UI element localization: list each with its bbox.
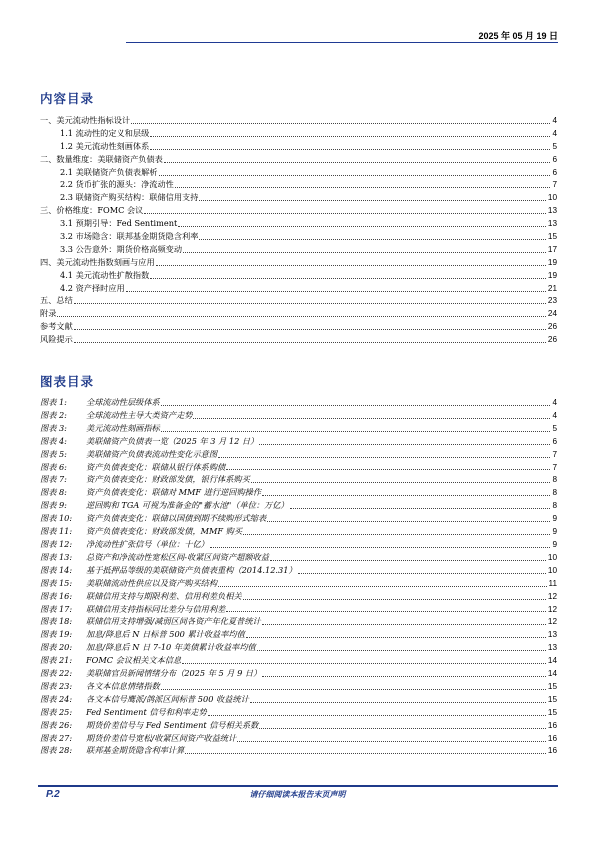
figure-entry-label: 美联储资产负债表一览（2025 年 3 月 12 日）	[86, 435, 259, 446]
dot-leader	[161, 405, 551, 406]
figure-entry[interactable]	[40, 732, 557, 745]
toc-entry[interactable]	[40, 178, 557, 191]
figure-entry[interactable]	[40, 615, 557, 628]
figure-entry-tag: 图表 19:	[40, 629, 73, 640]
toc-entry-label: 3.3 公告意外：期货价格高频变动	[60, 243, 183, 254]
dot-leader	[226, 469, 550, 470]
toc-entry[interactable]	[40, 243, 557, 256]
dot-leader	[208, 715, 546, 716]
figure-entry-page: 5	[552, 423, 557, 433]
dot-leader	[262, 676, 546, 677]
toc-entry-label: 五、总结	[40, 295, 73, 306]
dot-leader	[250, 702, 546, 703]
figure-entry[interactable]	[40, 486, 557, 499]
figure-entry-tag: 图表 13:	[40, 551, 73, 562]
figure-entry[interactable]	[40, 693, 557, 706]
dot-leader	[259, 728, 546, 729]
figure-entry-page: 12	[547, 591, 557, 601]
figure-entry-tag: 图表 15:	[40, 577, 73, 588]
figure-entry-tag: 图表 14:	[40, 564, 73, 575]
toc-entry-label: 风险提示	[40, 334, 73, 345]
figure-entry-page: 13	[547, 630, 557, 640]
figure-entry-page: 9	[552, 539, 557, 549]
figure-entry-label: 全球流动性主导大类资产走势	[86, 409, 193, 420]
toc-entry[interactable]	[40, 307, 557, 320]
dot-leader	[267, 521, 550, 522]
toc-entry-page: 4	[552, 128, 557, 138]
dot-leader	[262, 624, 546, 625]
toc-entry-label: 2.1 美联储资产负债表解析	[60, 166, 158, 177]
figure-entry-label: 资产负债表变化：财政部发债，MMF 购买	[86, 526, 243, 537]
toc-entry-label: 4.1 美元流动性扩散指数	[60, 269, 150, 280]
figure-entry-page: 12	[547, 604, 557, 614]
figure-entry[interactable]	[40, 577, 557, 590]
toc-entry-page: 26	[547, 322, 557, 332]
dot-leader	[161, 431, 551, 432]
dot-leader	[74, 329, 546, 330]
figure-entry[interactable]	[40, 512, 557, 525]
figure-entry-label: 资产负债表变化：联储从银行体系购债	[86, 461, 226, 472]
dot-leader	[298, 573, 546, 574]
figure-entry-tag: 图表 4:	[40, 435, 67, 446]
dot-leader	[150, 149, 550, 150]
dot-leader	[199, 239, 545, 240]
figure-entry-tag: 图表 1:	[40, 397, 67, 407]
figure-entry-label: 各文本信号鹰派/鸽派区间标普 500 收益统计	[86, 693, 249, 704]
figure-entry[interactable]	[40, 499, 557, 512]
toc-entry-label: 4.2 资产择时应用	[60, 282, 125, 293]
toc-entry-label: 3.2 市场隐含：联邦基金期货隐含利率	[60, 231, 199, 242]
toc-entry-page: 26	[547, 335, 557, 345]
figure-entry[interactable]	[40, 551, 557, 564]
dot-leader	[156, 265, 546, 266]
toc-entry[interactable]	[40, 230, 557, 243]
figure-entry-tag: 图表 9:	[40, 500, 67, 511]
figure-entry-page: 8	[552, 475, 557, 485]
toc-entry-label: 3.1 预期引导：Fed Sentiment	[60, 218, 178, 229]
dot-leader	[131, 123, 550, 124]
figure-entry[interactable]	[40, 525, 557, 538]
toc-entry-page: 7	[552, 180, 557, 190]
figure-entry-tag: 图表 7:	[40, 474, 67, 485]
figure-entry-page: 10	[547, 565, 557, 575]
figure-entry-label: 净流动性扩张信号（单位：十亿）	[86, 538, 209, 549]
figure-entry-label: 联储信用支持与期限利差、信用利差负相关	[86, 590, 242, 601]
figure-entry-label: 基于抵押品等级的美联储资产负债表重构（2014.12.31）	[86, 564, 297, 575]
footer-divider	[38, 785, 558, 787]
toc-entry-page: 23	[547, 296, 557, 306]
toc-list	[40, 114, 557, 346]
figure-entry-label: 资产负债表变化：财政部发债，银行体系购买	[86, 474, 250, 485]
figure-entry-page: 15	[547, 681, 557, 691]
toc-entry-page: 13	[547, 219, 557, 229]
figure-entry-page: 8	[552, 488, 557, 498]
figure-entry-tag: 图表 11:	[40, 526, 73, 537]
figure-entry-label: 期货价差信号宽松/收紧区间资产收益统计	[86, 732, 237, 743]
figure-entry[interactable]	[40, 396, 557, 409]
figure-entry-tag: 图表 6:	[40, 461, 67, 472]
figure-entry-tag: 图表 28:	[40, 745, 73, 756]
dot-leader	[251, 482, 551, 483]
dot-leader	[150, 278, 546, 279]
figure-entry-page: 10	[547, 552, 557, 562]
toc-entry-label: 1.1 流动性的定义和层级	[60, 127, 150, 138]
figure-entry-tag: 图表 8:	[40, 487, 67, 498]
figure-entry-label: 美联储流动性供应以及资产购买结构	[86, 577, 218, 588]
figure-entry-page: 9	[552, 514, 557, 524]
figure-entry[interactable]	[40, 538, 557, 551]
toc-entry[interactable]	[40, 320, 557, 333]
figure-entry-label: 期货价差信号与 Fed Sentiment 信号相关系数	[86, 719, 259, 730]
toc-entry[interactable]	[40, 114, 557, 127]
toc-entry[interactable]	[40, 204, 557, 217]
dot-leader	[144, 213, 546, 214]
toc-entry-label: 四、美元流动性指数刻画与应用	[40, 256, 155, 267]
page-number: P.2	[46, 789, 60, 800]
toc-entry-page: 13	[547, 206, 557, 216]
dot-leader	[259, 444, 550, 445]
figure-list	[40, 396, 557, 757]
dot-leader	[226, 611, 546, 612]
toc-entry-page: 19	[547, 257, 557, 267]
dot-leader	[150, 136, 550, 137]
figure-entry-label: 美元流动性刻画指标	[86, 422, 160, 433]
figure-entry-tag: 图表 10:	[40, 513, 73, 524]
figure-entry-tag: 图表 16:	[40, 590, 73, 601]
dot-leader	[257, 650, 546, 651]
figure-entry-label: 总资产和净流动性宽松区间-收紧区间资产超额收益	[86, 551, 269, 562]
figure-entry-label: 资产负债表变化：联储对 MMF 进行逆回购操作	[86, 487, 262, 498]
toc-entry[interactable]	[40, 140, 557, 153]
toc-entry-page: 6	[552, 167, 557, 177]
figure-entry-label: 联储信用支持指标同比差分与信用利差	[86, 603, 226, 614]
figure-entry-page: 16	[547, 746, 557, 756]
dot-leader	[210, 547, 551, 548]
figure-entry-tag: 图表 3:	[40, 422, 67, 433]
toc-entry-label: 一、美元流动性指标设计	[40, 115, 131, 125]
disclaimer-note: 请仔细阅读本报告末页声明	[249, 790, 346, 799]
dot-leader	[161, 689, 546, 690]
figure-entry-page: 13	[547, 643, 557, 653]
dot-leader	[270, 560, 546, 561]
dot-leader	[243, 599, 546, 600]
figure-entry-tag: 图表 25:	[40, 706, 73, 717]
figure-entry-page: 16	[547, 720, 557, 730]
header-divider	[126, 42, 558, 43]
toc-entry-page: 19	[547, 270, 557, 280]
figure-entry[interactable]	[40, 719, 557, 732]
dot-leader	[182, 663, 546, 664]
figure-entry-page: 11	[548, 578, 557, 588]
figure-entry-page: 15	[547, 694, 557, 704]
dot-leader	[159, 175, 551, 176]
dot-leader	[246, 637, 546, 638]
figure-entry-page: 12	[547, 617, 557, 627]
dot-leader	[178, 226, 546, 227]
dot-leader	[185, 753, 546, 754]
figure-entry[interactable]	[40, 744, 557, 757]
toc-entry[interactable]	[40, 269, 557, 282]
dot-leader	[126, 291, 546, 292]
toc-entry[interactable]	[40, 294, 557, 307]
toc-entry-label: 2.3 联储资产购买结构：联储信用支持	[60, 192, 199, 203]
figure-entry-label: 联储信用支持增强/减弱区间各资产年化夏普统计	[86, 616, 261, 627]
figure-entry-page: 8	[552, 501, 557, 511]
figure-entry-page: 4	[552, 398, 557, 407]
dot-leader	[74, 303, 546, 304]
dot-leader	[218, 457, 550, 458]
figure-entry-page: 6	[552, 436, 557, 446]
figure-entry[interactable]	[40, 603, 557, 616]
figure-entry-tag: 图表 21:	[40, 655, 73, 666]
figure-entry-label: 加息/降息后 N 日 7-10 年美债累计收益率均值	[86, 642, 256, 653]
figure-entry[interactable]	[40, 706, 557, 719]
dot-leader	[290, 508, 551, 509]
toc-entry-page: 5	[552, 141, 557, 151]
figure-entry-tag: 图表 20:	[40, 642, 73, 653]
figure-entry-page: 14	[547, 669, 557, 679]
toc-entry[interactable]	[40, 282, 557, 295]
figure-entry[interactable]	[40, 473, 557, 486]
toc-entry[interactable]	[40, 333, 557, 346]
toc-entry[interactable]	[40, 191, 557, 204]
figure-entry[interactable]	[40, 409, 557, 422]
dot-leader	[183, 252, 546, 253]
figure-entry-label: 美联储资产负债表流动性变化示意图	[86, 448, 218, 459]
toc-entry-label: 三、价格维度：FOMC 会议	[40, 205, 144, 216]
figure-entry-tag: 图表 18:	[40, 616, 73, 627]
figure-entry-page: 16	[547, 733, 557, 743]
figure-entry-tag: 图表 23:	[40, 680, 73, 691]
figure-entry-label: 资产负债表变化：联储以国债到期不续购形式缩表	[86, 513, 267, 524]
figure-entry[interactable]	[40, 641, 557, 654]
dot-leader	[237, 741, 546, 742]
figure-entry[interactable]	[40, 461, 557, 474]
figure-entry[interactable]	[40, 422, 557, 435]
toc-entry[interactable]	[40, 256, 557, 269]
figure-entry-tag: 图表 24:	[40, 693, 73, 704]
figure-entry[interactable]	[40, 448, 557, 461]
dot-leader	[193, 418, 550, 419]
dot-leader	[218, 586, 546, 587]
toc-entry[interactable]	[40, 217, 557, 230]
figure-entry[interactable]	[40, 667, 557, 680]
toc-entry-label: 附录	[40, 308, 57, 319]
dot-leader	[199, 200, 545, 201]
figure-entry-label: 各文本信息情绪指数	[86, 680, 160, 691]
toc-entry-label: 二、数量维度：美联储资产负债表	[40, 153, 163, 164]
figure-list-heading: 图表目录	[40, 374, 95, 389]
figure-entry-page: 4	[552, 410, 557, 420]
figure-entry-tag: 图表 17:	[40, 603, 73, 614]
figure-entry[interactable]	[40, 435, 557, 448]
toc-entry-page: 15	[547, 232, 557, 242]
toc-entry-page: 10	[547, 193, 557, 203]
figure-entry-label: 逆回购和 TGA 可视为准备金的"蓄水池"（单位：万亿）	[86, 500, 289, 511]
toc-entry[interactable]	[40, 127, 557, 140]
figure-entry[interactable]	[40, 680, 557, 693]
figure-entry-label: 全球流动性层级体系	[86, 397, 160, 407]
figure-entry-tag: 图表 27:	[40, 732, 73, 743]
figure-entry[interactable]	[40, 590, 557, 603]
toc-entry-label: 2.2 货币扩张的源头：净流动性	[60, 179, 174, 190]
figure-entry-page: 7	[552, 449, 557, 459]
toc-entry-page: 17	[547, 244, 557, 254]
figure-entry-page: 14	[547, 656, 557, 666]
figure-entry-tag: 图表 5:	[40, 448, 67, 459]
figure-entry-label: 联邦基金期货隐含利率计算	[86, 745, 185, 756]
toc-entry[interactable]	[40, 166, 557, 179]
figure-entry-page: 15	[547, 707, 557, 717]
toc-entry-page: 4	[552, 116, 557, 125]
figure-entry[interactable]	[40, 564, 557, 577]
toc-entry-label: 1.2 美元流动性刻画体系	[60, 140, 150, 151]
dot-leader	[74, 342, 546, 343]
figure-entry-label: FOMC 会议相关文本信息	[86, 655, 182, 666]
figure-entry-tag: 图表 26:	[40, 719, 73, 730]
dot-leader	[262, 495, 550, 496]
figure-entry-page: 9	[552, 527, 557, 537]
dot-leader	[175, 187, 551, 188]
figure-entry-label: Fed Sentiment 信号和利率走势	[86, 706, 207, 717]
figure-entry-tag: 图表 12:	[40, 538, 73, 549]
figure-entry-label: 加息/降息后 N 日标普 500 累计收益率均值	[86, 629, 245, 640]
toc-entry-label: 参考文献	[40, 321, 73, 332]
figure-entry-label: 美联储官员新闻情绪分布（2025 年 5 月 9 日）	[86, 668, 262, 679]
report-date: 2025 年 05 月 19 日	[478, 31, 558, 41]
figure-entry-tag: 图表 22:	[40, 668, 73, 679]
figure-entry[interactable]	[40, 654, 557, 667]
dot-leader	[164, 162, 551, 163]
toc-entry-page: 24	[547, 309, 557, 319]
figure-entry[interactable]	[40, 628, 557, 641]
toc-entry[interactable]	[40, 153, 557, 166]
dot-leader	[243, 534, 550, 535]
toc-entry-page: 21	[547, 283, 557, 293]
toc-heading: 内容目录	[40, 91, 95, 106]
dot-leader	[57, 316, 546, 317]
figure-entry-tag: 图表 2:	[40, 409, 67, 420]
toc-entry-page: 6	[552, 154, 557, 164]
figure-entry-page: 7	[552, 462, 557, 472]
